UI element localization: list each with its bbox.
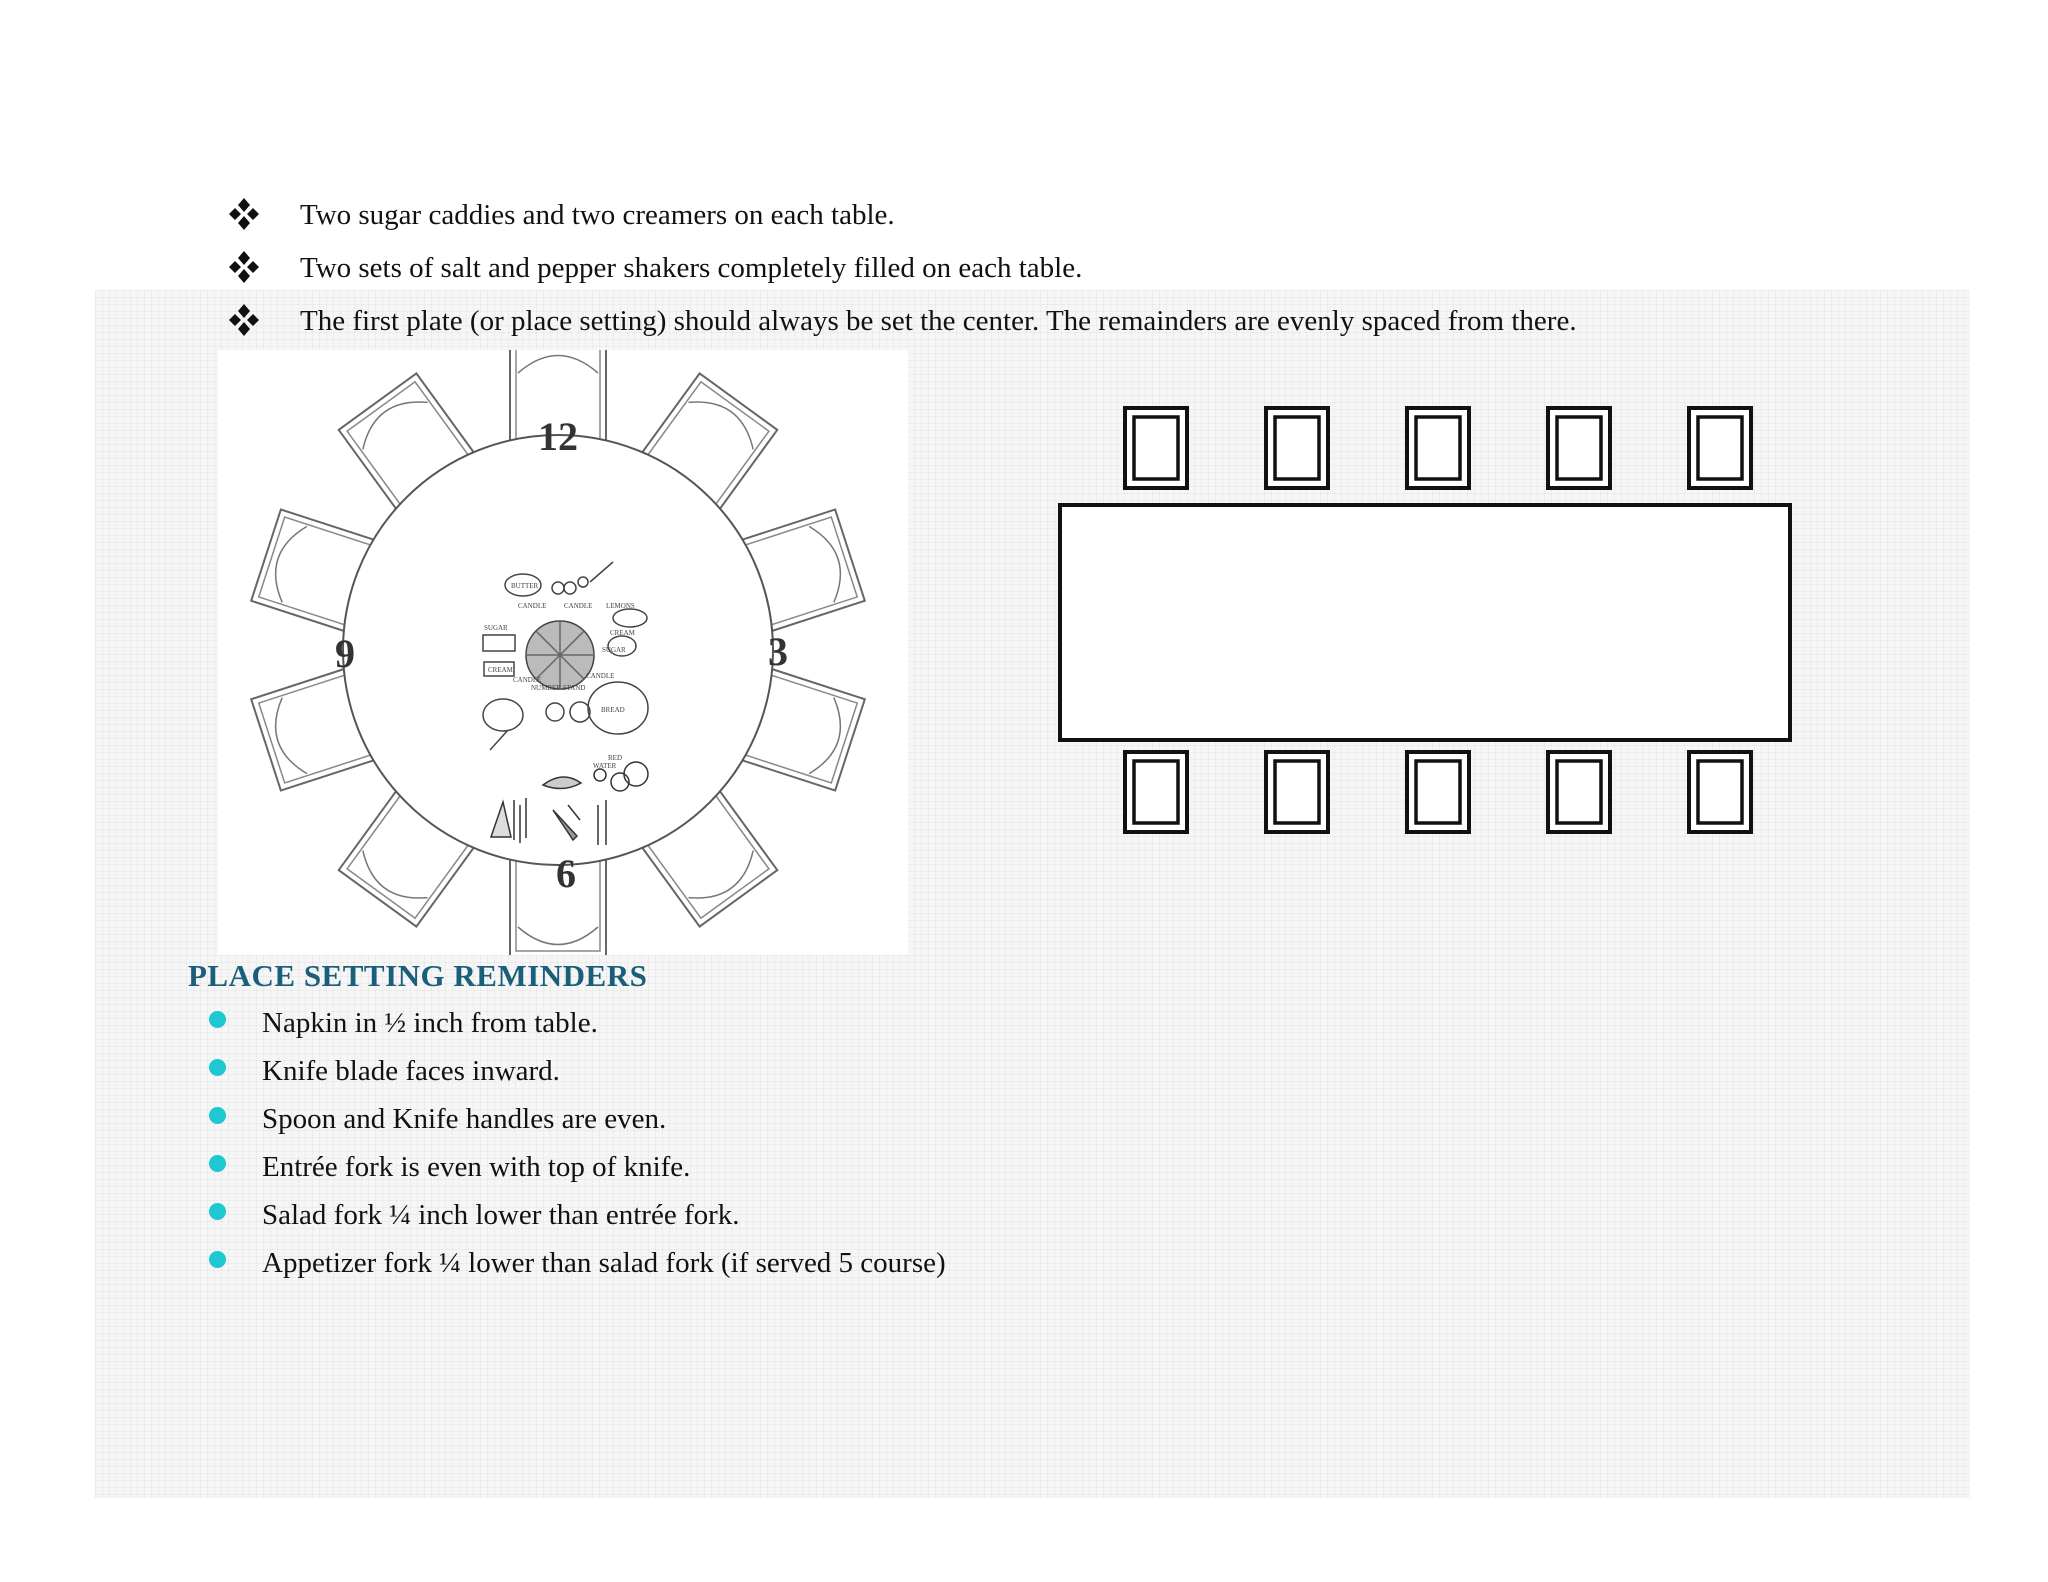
top-bullet-text: The first plate (or place setting) should always be set the center. The remainders are evenly spaced from there. [300, 305, 1577, 337]
label-cream: CREAM [610, 629, 635, 637]
chair [1407, 752, 1469, 832]
reminder-item [205, 1243, 1405, 1291]
top-bullet-item [225, 301, 1925, 354]
dot-bullet-icon [209, 1155, 226, 1172]
label-candle: CANDLE [513, 676, 542, 684]
label-sugar: SUGAR [484, 624, 508, 632]
four-diamond-bullet-icon [227, 197, 261, 231]
reminder-item [205, 1147, 1405, 1195]
chair [1548, 752, 1610, 832]
label-sugar: SUGAR [602, 646, 626, 654]
seat-label-3: 3 [768, 629, 788, 674]
rect-table-chairs-top [1125, 408, 1751, 488]
chair [1689, 752, 1751, 832]
label-candle: CANDLE [586, 672, 615, 680]
top-bullet-item [225, 195, 1925, 248]
top-bullet-text: Two sets of salt and pepper shakers completely filled on each table. [300, 252, 1083, 284]
seat-label-6: 6 [556, 851, 576, 896]
seat-label-9: 9 [335, 631, 355, 676]
label-candle: CANDLE [564, 602, 593, 610]
reminder-text: Salad fork ¼ inch lower than entrée fork. [262, 1199, 740, 1231]
top-bullet-item [225, 248, 1925, 301]
chair [1266, 408, 1328, 488]
dot-bullet-icon [209, 1059, 226, 1076]
dot-bullet-icon [209, 1107, 226, 1124]
rect-table-chairs-bottom [1125, 752, 1751, 832]
chair [1689, 408, 1751, 488]
top-bullet-list [225, 195, 1925, 354]
chair [1125, 752, 1187, 832]
rectangular-table-diagram [1055, 400, 1795, 840]
label-butter: BUTTER [511, 582, 539, 590]
reminder-text: Knife blade faces inward. [262, 1055, 560, 1087]
rectangular-table-top [1060, 505, 1790, 740]
chair [1548, 408, 1610, 488]
round-table-diagram [218, 350, 908, 955]
four-diamond-bullet-icon [227, 250, 261, 284]
label-number-stand: NUMBER STAND [531, 684, 586, 692]
section-title: PLACE SETTING REMINDERS [188, 958, 648, 993]
seat-label-12: 12 [538, 414, 578, 459]
top-bullet-text: Two sugar caddies and two creamers on each table. [300, 199, 895, 231]
label-red: RED [608, 754, 622, 762]
dot-bullet-icon [209, 1011, 226, 1028]
label-lemons: LEMONS [606, 602, 635, 610]
label-cream: CREAM [488, 666, 513, 674]
reminder-text: Spoon and Knife handles are even. [262, 1103, 667, 1135]
label-bread: BREAD [601, 706, 625, 714]
reminder-item [205, 1003, 1405, 1051]
dot-bullet-icon [209, 1203, 226, 1220]
label-candle: CANDLE [518, 602, 547, 610]
reminder-text: Entrée fork is even with top of knife. [262, 1151, 691, 1183]
reminder-item [205, 1051, 1405, 1099]
dot-bullet-icon [209, 1251, 226, 1268]
chair [1125, 408, 1187, 488]
label-water: WATER [593, 762, 617, 770]
chair [1407, 408, 1469, 488]
reminder-text: Appetizer fork ¼ lower than salad fork (if served 5 course) [262, 1247, 946, 1279]
reminder-item [205, 1195, 1405, 1243]
chair [1266, 752, 1328, 832]
reminder-text: Napkin in ½ inch from table. [262, 1007, 598, 1039]
reminder-list [205, 1003, 1405, 1291]
four-diamond-bullet-icon [227, 303, 261, 337]
reminder-item [205, 1099, 1405, 1147]
